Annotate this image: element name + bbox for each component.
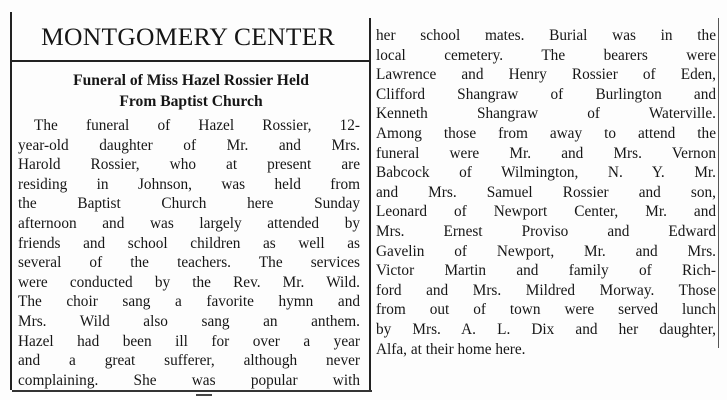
text-line: were conducted by the Rev. Mr. Wild.	[18, 273, 360, 291]
text-line: afternoon and was largely attended by	[18, 214, 360, 232]
right-column-text	[376, 26, 716, 359]
text-line: Kenneth Shangraw of Waterville.	[376, 105, 716, 123]
text-line: Alfa, at their home here.	[376, 340, 526, 358]
subheadline-line: Funeral of Miss Hazel Rossier Held	[73, 72, 309, 89]
subheadline-line: From Baptist Church	[119, 93, 263, 110]
text-line: Gavelin of Newport, Mr. and Mrs.	[376, 242, 716, 260]
text-line: residing in Johnson, was held from	[18, 175, 360, 193]
text-line: year-old daughter of Mr. and Mrs.	[18, 136, 360, 154]
text-line: Mrs. Wild also sang an anthem.	[18, 312, 360, 330]
text-line: friends and school children as well as	[18, 234, 360, 252]
text-line: Harold Rossier, who at present are	[18, 156, 360, 174]
text-line: The funeral of Hazel Rossier, 12-	[34, 117, 360, 134]
text-line: Babcock of Wilmington, N. Y. Mr.	[376, 164, 716, 182]
text-line: Hazel had been ill for over a year	[18, 332, 360, 350]
text-line: and a great sufferer, although never	[18, 352, 360, 370]
article-subheadline	[18, 70, 364, 112]
headline-rule	[12, 60, 369, 62]
text-line: Mrs. Ernest Proviso and Edward	[376, 222, 716, 240]
right-column-border	[718, 18, 719, 348]
column-divider	[369, 18, 371, 390]
text-line: her school mates. Burial was in the	[376, 27, 716, 44]
text-line: The choir sang a favorite hymn and	[18, 293, 360, 311]
text-line: ford and Mrs. Mildred Morway. Those	[376, 281, 716, 299]
text-line: the Baptist Church here Sunday	[18, 195, 360, 213]
article-headline: MONTGOMERY CENTER	[41, 22, 335, 51]
text-line: Among those from away to attend the	[376, 124, 716, 142]
text-line: complaining. She was popular with	[18, 371, 360, 389]
text-line: and Mrs. Samuel Rossier and son,	[376, 183, 716, 201]
left-column-border	[10, 12, 12, 390]
text-line: Leonard of Newport Center, Mr. and	[376, 203, 716, 221]
clipped-text-fragment	[196, 394, 212, 402]
text-line: Victor Martin and family of Rich-	[376, 262, 716, 280]
text-line: Lawrence and Henry Rossier of Eden,	[376, 66, 716, 84]
left-column-text	[18, 116, 360, 390]
text-line: Clifford Shangraw of Burlington and	[376, 85, 716, 103]
text-line: several of the teachers. The services	[18, 254, 360, 272]
text-line: by Mrs. A. L. Dix and her daughter,	[376, 320, 716, 338]
text-line: from out of town were served lunch	[376, 301, 716, 319]
text-line: funeral were Mr. and Mrs. Vernon	[376, 144, 716, 162]
text-line: local cemetery. The bearers were	[376, 46, 716, 64]
